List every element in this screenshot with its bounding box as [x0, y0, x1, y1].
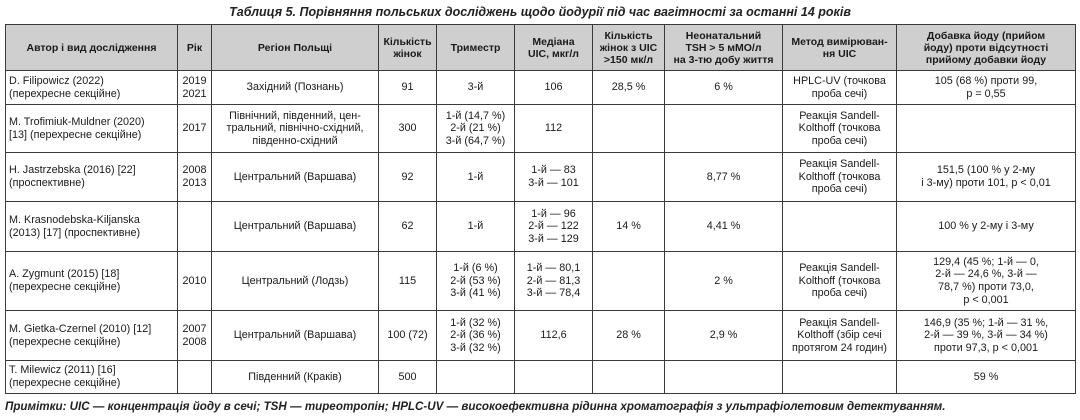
- cell-median: 1-й — 83 3-й — 101: [515, 153, 593, 202]
- cell-median: 106: [515, 71, 593, 105]
- cell-author: M. Gietka-Czernel (2010) [12] (перехресне секційне): [6, 311, 178, 361]
- cell-count: 115: [379, 252, 437, 311]
- header-trimester: Триместр: [437, 25, 515, 71]
- cell-tsh: 2 %: [665, 252, 783, 311]
- table-title: Таблиця 5. Порівняння польських досліджень щодо йодурії під час вагітності за останні 14 років: [229, 5, 851, 19]
- cell-count: 500: [379, 361, 437, 394]
- header-author: Автор і вид дослідження: [6, 25, 178, 71]
- cell-tsh: 8,77 %: [665, 153, 783, 202]
- cell-trimester: 1-й (6 %) 2-й (53 %) 3-й (41 %): [437, 252, 515, 311]
- cell-uic150: [593, 153, 665, 202]
- cell-median: 112,6: [515, 311, 593, 361]
- header-uic150: Кількість жінок з UIC >150 мк/л: [593, 25, 665, 71]
- cell-tsh: 6 %: [665, 71, 783, 105]
- comparison-table: [5, 24, 1076, 394]
- cell-year: [178, 202, 212, 252]
- table-row: [6, 252, 1076, 311]
- cell-method: [783, 361, 897, 394]
- cell-region: Північний, південний, цен- тральний, північно-східний, південно-східний: [212, 105, 379, 153]
- cell-region: Центральний (Лодзь): [212, 252, 379, 311]
- cell-author: M. Krasnodebska-Kiljanska (2013) [17] (проспективне): [6, 202, 178, 252]
- cell-median: 1-й — 96 2-й — 122 3-й — 129: [515, 202, 593, 252]
- cell-trimester: 1-й (14,7 %) 2-й (21 %) 3-й (64,7 %): [437, 105, 515, 153]
- cell-trimester: [437, 361, 515, 394]
- cell-year: 2008 2013: [178, 153, 212, 202]
- cell-author: H. Jastrzebska (2016) [22] (проспективне): [6, 153, 178, 202]
- cell-median: 1-й — 80,1 2-й — 81,3 3-й — 78,4: [515, 252, 593, 311]
- cell-region: Західний (Познань): [212, 71, 379, 105]
- cell-supplement: 59 %: [897, 361, 1076, 394]
- cell-tsh: [665, 361, 783, 394]
- cell-region: Центральний (Варшава): [212, 202, 379, 252]
- header-region: Регіон Польщі: [212, 25, 379, 71]
- header-supplement: Добавка йоду (прийом йоду) проти відсутності прийому добавки йоду: [897, 25, 1076, 71]
- cell-supplement: 129,4 (45 %; 1-й — 0, 2-й — 24,6 %, 3-й — 78,7 %) проти 73,0, p < 0,001: [897, 252, 1076, 311]
- cell-year: 2019 2021: [178, 71, 212, 105]
- cell-year: 2010: [178, 252, 212, 311]
- cell-count: 300: [379, 105, 437, 153]
- cell-region: Південний (Краків): [212, 361, 379, 394]
- cell-supplement: 105 (68 %) проти 99, p = 0,55: [897, 71, 1076, 105]
- cell-method: Реакція Sandell- Kolthoff (збір сечі протягом 24 годин): [783, 311, 897, 361]
- cell-year: 2007 2008: [178, 311, 212, 361]
- header-year: Рік: [178, 25, 212, 71]
- cell-region: Центральний (Варшава): [212, 153, 379, 202]
- header-median: Медіана UIC, мкг/л: [515, 25, 593, 71]
- cell-trimester: 1-й: [437, 153, 515, 202]
- cell-method: Реакція Sandell- Kolthoff (точкова проба сечі): [783, 105, 897, 153]
- table-row: [6, 71, 1076, 105]
- cell-author: T. Milewicz (2011) [16] (перехресне секційне): [6, 361, 178, 394]
- cell-tsh: [665, 105, 783, 153]
- header-tsh: Неонатальний TSH > 5 мМО/л на 3-тю добу життя: [665, 25, 783, 71]
- cell-tsh: 2,9 %: [665, 311, 783, 361]
- cell-median: 112: [515, 105, 593, 153]
- cell-trimester: 3-й: [437, 71, 515, 105]
- table-row: [6, 202, 1076, 252]
- cell-uic150: [593, 361, 665, 394]
- table-row: [6, 105, 1076, 153]
- table-note: Примітки: UIC — концентрація йоду в сечі; TSH — тиреотропін; HPLC-UV — високоефективна рідинна хроматографія з ультрафіолетовим детектуванням.: [5, 400, 946, 413]
- cell-method: Реакція Sandell- Kolthoff (точкова проба сечі): [783, 252, 897, 311]
- cell-author: M. Trofimiuk-Muldner (2020) [13] (перехресне секційне): [6, 105, 178, 153]
- cell-count: 100 (72): [379, 311, 437, 361]
- cell-year: [178, 361, 212, 394]
- cell-count: 92: [379, 153, 437, 202]
- cell-count: 62: [379, 202, 437, 252]
- cell-uic150: 14 %: [593, 202, 665, 252]
- cell-count: 91: [379, 71, 437, 105]
- cell-median: [515, 361, 593, 394]
- cell-uic150: 28 %: [593, 311, 665, 361]
- cell-method: Реакція Sandell- Kolthoff (точкова проба сечі): [783, 153, 897, 202]
- cell-author: D. Filipowicz (2022) (перехресне секційне): [6, 71, 178, 105]
- cell-region: Центральний (Варшава): [212, 311, 379, 361]
- cell-year: 2017: [178, 105, 212, 153]
- cell-uic150: [593, 252, 665, 311]
- cell-trimester: 1-й (32 %) 2-й (36 %) 3-й (32 %): [437, 311, 515, 361]
- cell-supplement: 146,9 (35 %; 1-й — 31 %, 2-й — 39 %, 3-й — 34 %) проти 97,3, p < 0,001: [897, 311, 1076, 361]
- cell-supplement: [897, 105, 1076, 153]
- table-row: [6, 361, 1076, 394]
- header-row: [6, 25, 1076, 71]
- cell-uic150: [593, 105, 665, 153]
- cell-method: HPLC-UV (точкова проба сечі): [783, 71, 897, 105]
- cell-supplement: 100 % у 2-му і 3-му: [897, 202, 1076, 252]
- table-row: [6, 153, 1076, 202]
- cell-tsh: 4,41 %: [665, 202, 783, 252]
- cell-supplement: 151,5 (100 % у 2-му і 3-му) проти 101, p < 0,01: [897, 153, 1076, 202]
- cell-uic150: 28,5 %: [593, 71, 665, 105]
- cell-author: A. Zygmunt (2015) [18] (перехресне секційне): [6, 252, 178, 311]
- table-row: [6, 311, 1076, 361]
- cell-trimester: 1-й: [437, 202, 515, 252]
- cell-method: [783, 202, 897, 252]
- header-count: Кількість жінок: [379, 25, 437, 71]
- header-method: Метод вимірюван- ня UIC: [783, 25, 897, 71]
